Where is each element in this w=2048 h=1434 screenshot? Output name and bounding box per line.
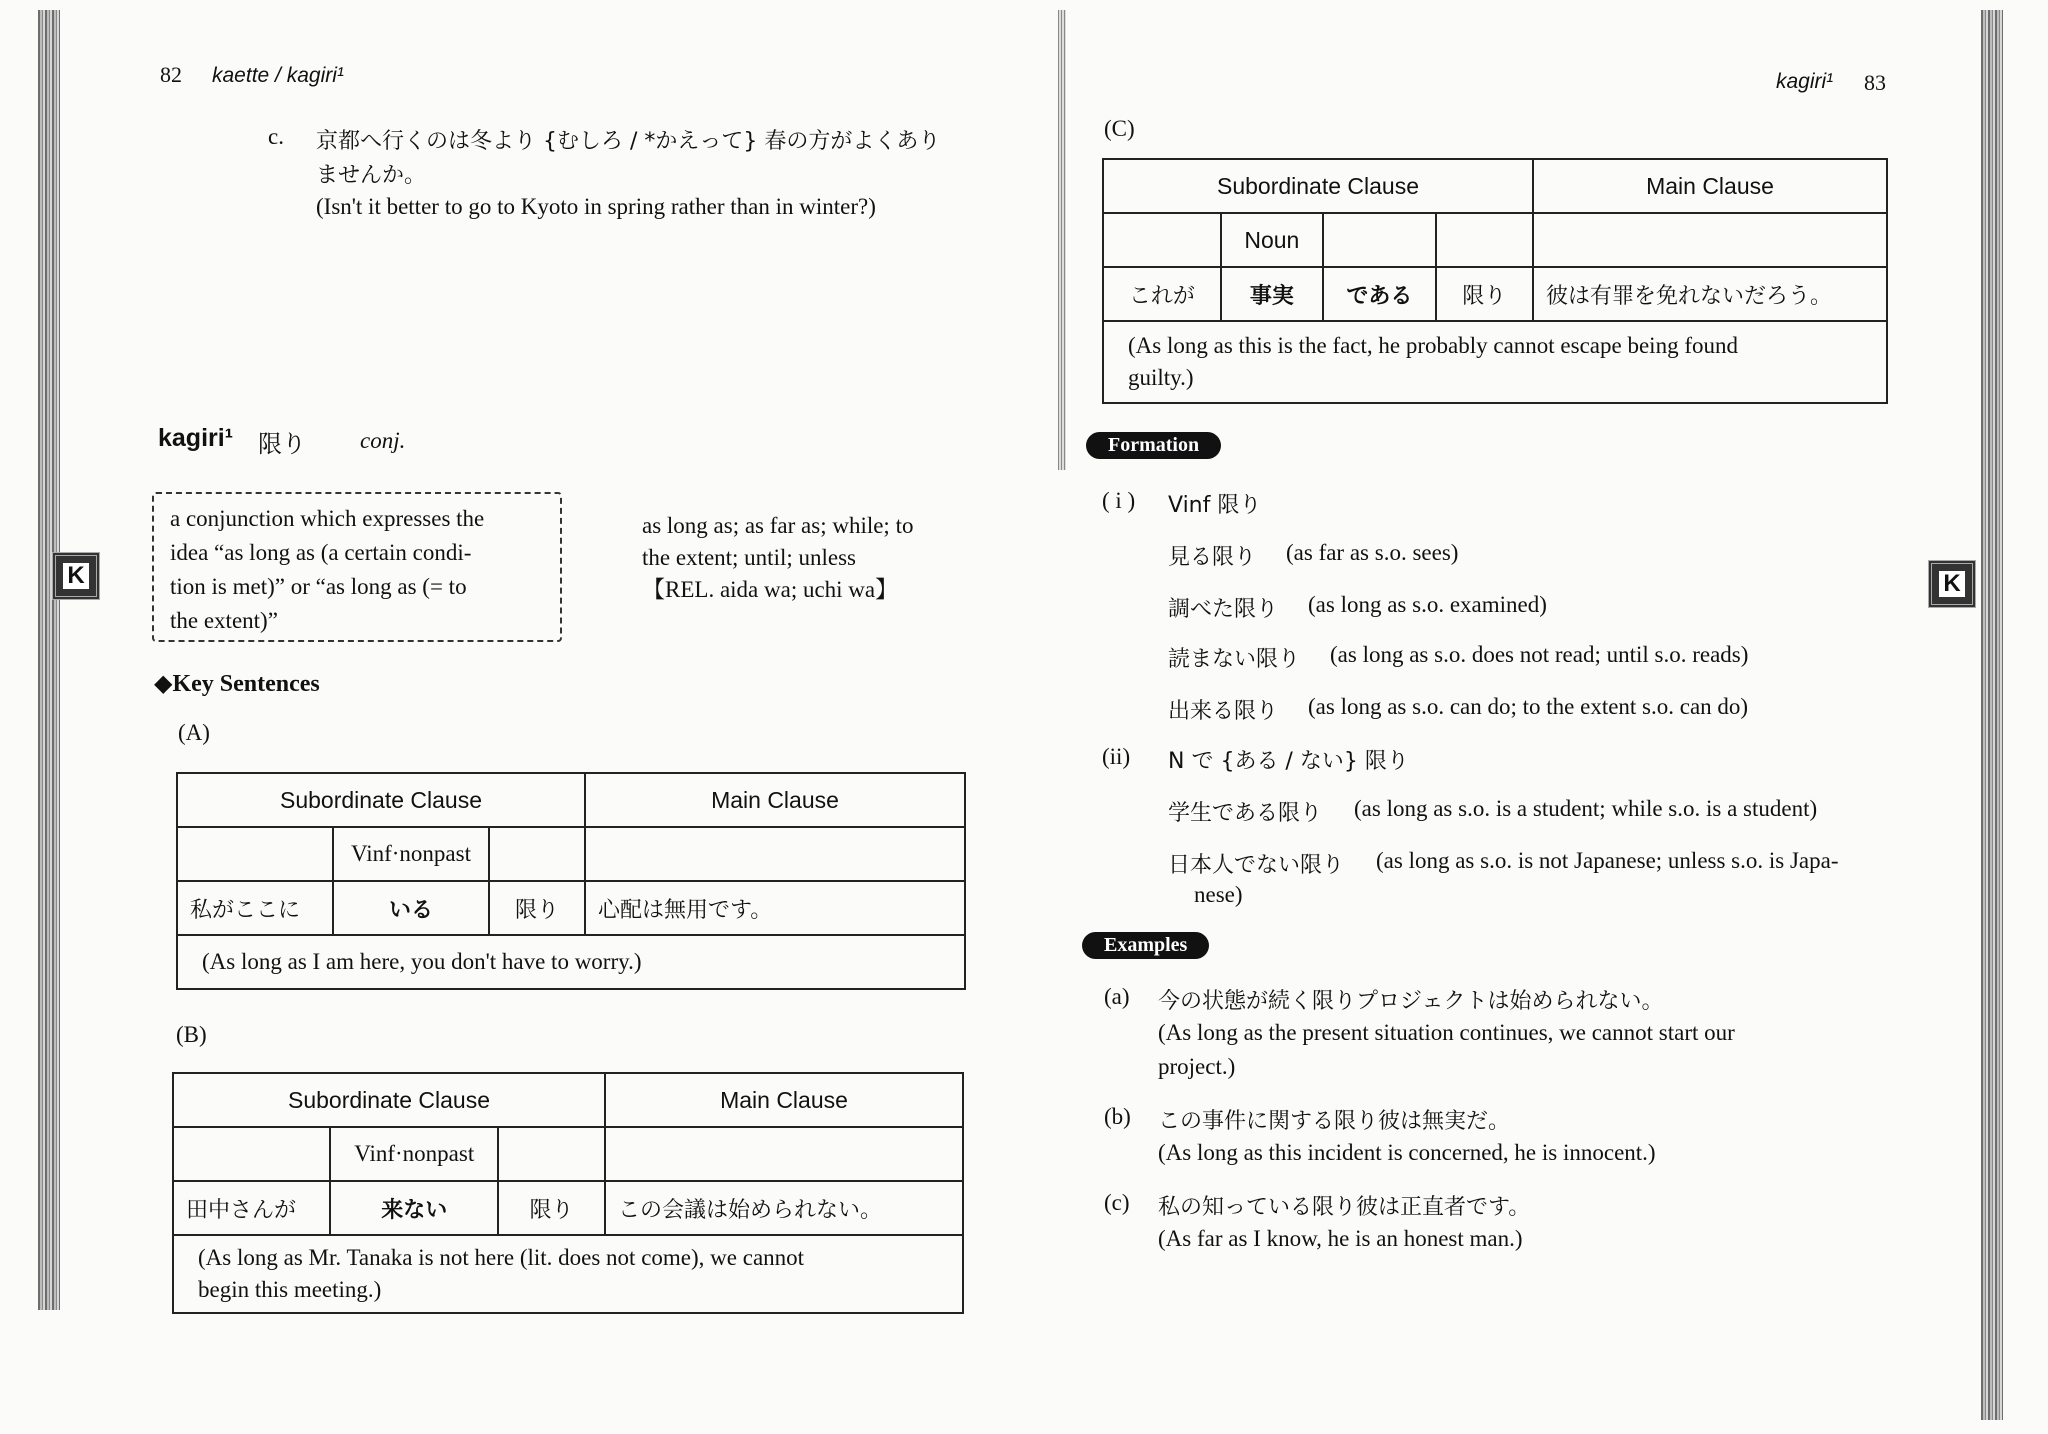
- table-c-cell: 彼は有罪を免れないだろう。: [1533, 267, 1887, 321]
- example-en: (As far as I know, he is an honest man.): [1158, 1226, 1523, 1251]
- letter-tab-k-left: K: [52, 552, 100, 600]
- table-c-label: (C): [1104, 116, 1135, 141]
- table-c-sub-header: Subordinate Clause: [1103, 159, 1533, 213]
- equivalents-line: as long as; as far as; while; to: [642, 513, 914, 538]
- formation-i-item-jp: 見る限り: [1168, 545, 1257, 570]
- right-page-edge: [1981, 10, 2003, 1420]
- table-c-cell: 事実: [1221, 267, 1323, 321]
- table-a-main-header: Main Clause: [585, 773, 965, 827]
- formation-i-item-jp: 出来る限り: [1168, 699, 1279, 724]
- formation-ii-item-en: (as long as s.o. is not Japanese; unless s.o. is Japa-: [1376, 848, 1839, 873]
- entry-part-of-speech: conj.: [360, 428, 406, 453]
- definition-line: the extent)”: [170, 608, 278, 633]
- equivalents-line: the extent; until; unless: [642, 545, 856, 570]
- formation-ii-item-jp: 学生である限り: [1168, 801, 1323, 826]
- table-a-cell: 心配は無用です。: [585, 881, 965, 935]
- example-en: project.): [1158, 1054, 1236, 1079]
- definition-line: idea “as long as (a certain condi-: [170, 540, 472, 565]
- formation-ii-label: (ii): [1102, 744, 1131, 769]
- table-b-cell: この会議は始められない。: [605, 1181, 963, 1235]
- book-spine: [1058, 10, 1066, 470]
- table-c: [1102, 158, 1888, 404]
- formation-ii-item-jp: 日本人でない限り: [1168, 853, 1345, 878]
- formation-ii-item-en: (as long as s.o. is a student; while s.o. is a student): [1354, 796, 1818, 821]
- example-label: (a): [1104, 984, 1130, 1009]
- table-c-main-header: Main Clause: [1533, 159, 1887, 213]
- table-b-cell: 来ない: [330, 1181, 498, 1235]
- example-jp: この事件に関する限り彼は無実だ。: [1158, 1109, 1511, 1134]
- table-b-translation: (As long as Mr. Tanaka is not here (lit. does not come), we cannot begin this meeting.): [173, 1235, 963, 1313]
- left-page-number: 82: [160, 62, 182, 87]
- table-b-cell: 田中さんが: [173, 1181, 330, 1235]
- letter-tab-k-right: K: [1928, 560, 1976, 608]
- table-a-sub-header: Subordinate Clause: [177, 773, 585, 827]
- table-b: [172, 1072, 964, 1314]
- formation-i-item-en: (as long as s.o. can do; to the extent s.o. can do): [1308, 694, 1749, 719]
- table-a-cell: 限り: [489, 881, 585, 935]
- table-c-cell: これが: [1103, 267, 1221, 321]
- formation-i-item-en: (as far as s.o. sees): [1286, 540, 1459, 565]
- formation-i-item-en: (as long as s.o. does not read; until s.o. reads): [1330, 642, 1749, 667]
- right-page-number: 83: [1864, 70, 1886, 95]
- formation-i-label: ( i ): [1102, 488, 1136, 513]
- example-c-label: c.: [268, 124, 284, 149]
- example-jp: 私の知っている限り彼は正直者です。: [1158, 1195, 1531, 1220]
- table-b-cell: 限り: [498, 1181, 605, 1235]
- table-a-translation: (As long as I am here, you don't have to worry.): [177, 935, 965, 989]
- example-label: (b): [1104, 1104, 1131, 1129]
- definition-line: a conjunction which expresses the: [170, 506, 485, 531]
- right-running-head: kagiri¹: [1776, 70, 1834, 93]
- table-a: [176, 772, 966, 990]
- definition-line: tion is met)” or “as long as (= to: [170, 574, 467, 599]
- table-a-form-label: Vinf·nonpast: [333, 827, 489, 881]
- example-jp: 今の状態が続く限りプロジェクトは始められない。: [1158, 989, 1664, 1014]
- table-c-translation: (As long as this is the fact, he probably cannot escape being found guilty.): [1103, 321, 1887, 403]
- table-c-cell: 限り: [1436, 267, 1533, 321]
- examples-label: Examples: [1082, 932, 1209, 959]
- left-running-head: kaette / kagiri¹: [212, 64, 344, 87]
- left-page-edge: [38, 10, 60, 1310]
- table-a-label: (A): [178, 720, 210, 745]
- key-sentences-heading: ◆Key Sentences: [154, 671, 320, 697]
- formation-i-item-jp: 読まない限り: [1168, 647, 1301, 672]
- equivalents: [642, 510, 913, 606]
- table-b-main-header: Main Clause: [605, 1073, 963, 1127]
- formation-ii-pattern: N で {ある / ない} 限り: [1168, 749, 1409, 774]
- example-en: (As long as the present situation continues, we cannot start our: [1158, 1020, 1735, 1045]
- formation-i-item-en: (as long as s.o. examined): [1308, 592, 1547, 617]
- table-c-cell: である: [1323, 267, 1436, 321]
- table-c-form-label: Noun: [1221, 213, 1323, 267]
- example-c-jp-line1: 京都へ行くのは冬より {むしろ / *かえって} 春の方がよくあり: [316, 129, 941, 154]
- table-a-cell: いる: [333, 881, 489, 935]
- table-b-form-label: Vinf·nonpast: [330, 1127, 498, 1181]
- formation-i-pattern: Vinf 限り: [1168, 493, 1262, 518]
- entry-kanji: 限り: [258, 430, 306, 458]
- example-c-jp-line2: ませんか。: [316, 163, 427, 188]
- formation-label: Formation: [1086, 432, 1221, 459]
- formation-ii-item-en-cont: nese): [1194, 882, 1243, 907]
- table-b-label: (B): [176, 1022, 207, 1047]
- example-en: (As long as this incident is concerned, he is innocent.): [1158, 1140, 1656, 1165]
- formation-i-item-jp: 調べた限り: [1168, 597, 1279, 622]
- example-c-translation: (Isn't it better to go to Kyoto in spring rather than in winter?): [316, 194, 876, 219]
- example-label: (c): [1104, 1190, 1130, 1215]
- definition-box: [152, 492, 562, 642]
- entry-headword: kagiri¹: [158, 424, 234, 452]
- table-a-cell: 私がここに: [177, 881, 333, 935]
- equivalents-line: 【REL. aida wa; uchi wa】: [642, 577, 899, 602]
- table-b-sub-header: Subordinate Clause: [173, 1073, 605, 1127]
